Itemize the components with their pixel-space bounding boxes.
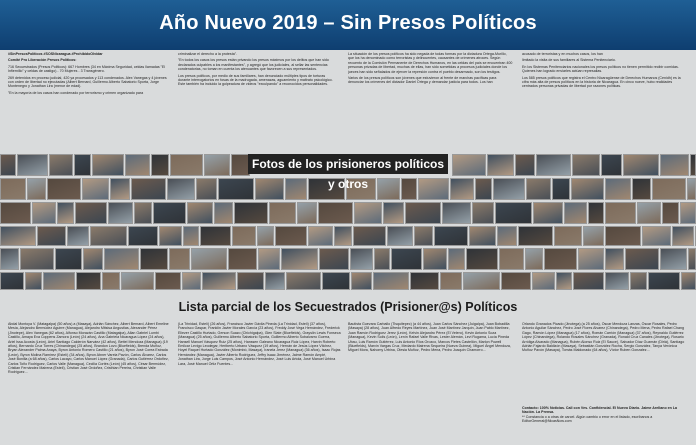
prisoner-photo <box>501 272 531 290</box>
prisoner-photo <box>637 202 661 224</box>
intro-column-1 <box>8 52 168 152</box>
prisoner-photo <box>450 178 474 200</box>
prisoner-photo <box>605 178 631 200</box>
prisoner-photo <box>57 202 74 224</box>
prisoner-photo <box>605 272 629 290</box>
prisoner-photo <box>605 248 624 270</box>
list-title: Lista parcial de los Secuestrados (Prisioner@s) Políticos <box>178 300 518 314</box>
paragraph: criminalizar el derecho a la protesta". <box>178 52 238 56</box>
prisoner-photo <box>237 272 264 290</box>
hashtags: #SinPresosPolíticos #SOSNicaragua #ProhibidoOlvidar <box>8 52 103 56</box>
prisoner-photo <box>121 272 154 290</box>
prisoner-photo <box>286 272 321 290</box>
committee-heading: Comité Pro Liberación Presos Políticos: <box>8 58 77 63</box>
prisoner-photo <box>499 248 524 270</box>
header-banner <box>0 0 696 50</box>
prisoner-list-column-2: (La Trinidad, Estelí) (26 años), Francisco Javier Dávila Pineda (La Trinidad, Estelí) (37 años), Francisco Gaspar, Franklin Javier Morales García (23 años), Freddy José Vega Hernández, Frederick Eliezer Castillo Hurtado, Gerson Suazo (Chichigalpa), Glen Slate (Bluefields), Grayslin Lewis Fonseca (Managua) (25 años), Guillermo Alberto Sabatorio Sporta, Guillermo Alberto Sobalvarro Guerra, Hansell Manuel Vásquez Ruiz (25 años), Hanssen Galeano Nicaragua Ruiz López, Harvin Roberto Emilcar Levigo Leodegar, Heriberto Urbano Vásquez (19 años), Hernán de Jesús López Vílchez, Hoyel Raquel Hurtado González (Monimbó, Masaya), Iranela Jerez (Managua) (36 años), Isaac Rojas Hernández (Managua), Javier Alberto Rodríguez, Jeffry Isaac Jiménez, Jaime Ramón Ampié, Jonathan Lira, Jorge Luis Campos, José Antonio Hernández, José Luis Artola, José Manuel Urbina Lara, José Manuel Ortiz Fuentes... <box>178 322 341 366</box>
prisoner-photo <box>214 202 233 224</box>
prisoner-photo <box>497 226 517 246</box>
prisoner-photo <box>187 202 213 224</box>
prisoner-photo <box>83 248 103 270</box>
prisoner-photo <box>0 248 19 270</box>
prisoner-photo <box>605 226 641 246</box>
prisoner-photo <box>334 226 352 246</box>
prisoner-photo <box>76 272 101 290</box>
prisoner-photo <box>374 248 390 270</box>
prisoner-photo <box>688 248 696 270</box>
prisoner-photo <box>536 154 571 176</box>
prisoner-photo <box>564 202 587 224</box>
prisoner-photo <box>319 248 349 270</box>
prisoner-photo <box>515 154 535 176</box>
prisoner-photo <box>605 202 636 224</box>
prisoner-photo <box>556 272 572 290</box>
prisoner-list-column-1: Abdal Montoya V. (Matagalpa) (50 años) a (Masaya), Adrián Sánchez, Albert Bernard, Albert Emeline Mesía, Alejandro Bermúdez Aguirre (Managua), Alejandro Mitsisa Angustias, Alexander Pérez (Jinotepe), Alex Vanegas (62 años), Alfonso Morazán Castillo (Matagalpa), Allan Gabriel Lumbí Castillo, Amaya Eva Coppens Zamora (León) (24 años), Ana Gabriela Nicaragua López (24 años), Ariel Issa Acosta (León), Ariel Santiago Calderón Narváez (42 años), Bettel Mendoza (Managua) (19 años), Bernardo Cruz Torres (Chinandega) (25 años), Brandon Lovo (Bluefields), Brenda Muñoz, Bryan Alexander Palma Anaya, Byron Antonio Romero Castillo (21 años), Byron José Corea Estrada (León), Byron Molina Ramírez (Estelí) (34 años), Byron Abner Varela Pavón, Carlos Álvarez, Carlos José Bonilla (a 68 años), Carlos Lacayo, Carlos Manuel López (Granada), Carlos Gutiérrez Ordoñez, Carlos Toño Rodríguez, Carlos Valle (Managua), Cecilia Cortés (León) (45 años), César Bermúdez, Cristian Fernández Mairena (Estelí), Cristian José Ordoñez, Cristhian Pereira, Christian Valle Rodríguez... <box>8 322 169 375</box>
prisoner-photo <box>204 154 230 176</box>
prisoner-photo <box>151 154 169 176</box>
prisoner-photo <box>623 154 659 176</box>
prisoner-photo <box>434 226 468 246</box>
paragraph: Varios de los presos políticos son jóvenes que estuvieron al frente de marchas pacíficas para denunciar los crímenes del dictador Daniel Ortega y demandar justicia para todos. Los han <box>348 76 497 85</box>
prisoner-photo <box>90 226 127 246</box>
prisoner-photo <box>588 202 604 224</box>
prisoner-photo <box>128 226 158 246</box>
paragraph: La situación de los presos políticos ha sido negada de todas formas por la dictadura Ortega-Murillo, que los ha denominado como terroristas y delincuentes, causantes de crímenes atroces. Según recuento de la Comisión Permanente de Derechos Humanos, en las celdas del país se encuentran 400 personas privadas de libertad, muchas de ellas, han sido sometidas a procesos judiciales donde los jueces han sido señalados de ejercer la represión contra el pueblo desarmado, son los testigos. <box>348 52 513 74</box>
prisoner-photo <box>578 248 604 270</box>
prisoner-photo <box>202 272 236 290</box>
prisoner-photo <box>681 272 696 290</box>
intro-column-2 <box>178 52 338 152</box>
prisoner-photo <box>493 178 525 200</box>
prisoner-photo <box>102 272 120 290</box>
prisoner-photo <box>297 202 317 224</box>
paragraph: 269 detenidos en proceso judicial, 420 ya procesados y 113 condenados. Alex Vanegas y 4 jóvenes con orden de libertad no ejecutadas (Albert Bernard, Guillermo Alberto Sabatorio Sporta, Jorge Montenegro y Jonathan Lira (menor de edad). <box>8 75 167 89</box>
prisoner-photo <box>405 202 441 224</box>
prisoner-photo <box>463 272 500 290</box>
paragraph: Los presos políticos, por medio de sus familiares, han denunciado múltiples tipos de torturas durante interrogatorios en fosas de la madrugada, amenazas, aguamiento y maltrato psicológico. Este también ha incluido la golpeadura de videos "exculpando" a reconocidos personalidades. <box>178 73 333 87</box>
prisoner-photo <box>0 154 16 176</box>
prisoner-photo <box>475 178 492 200</box>
prisoner-photo <box>662 202 679 224</box>
prisoner-photo <box>652 178 686 200</box>
prisoner-photo <box>281 248 318 270</box>
intro-column-3 <box>348 52 513 152</box>
prisoner-photo <box>680 202 696 224</box>
prisoner-photo <box>0 226 36 246</box>
prisoner-photo <box>110 178 130 200</box>
prisoner-photo <box>20 248 54 270</box>
prisoner-photo <box>350 248 373 270</box>
prisoner-photo <box>660 248 687 270</box>
prisoner-photo <box>108 202 133 224</box>
prisoner-photo <box>383 202 404 224</box>
prisoner-photo <box>452 154 486 176</box>
prisoner-photo <box>92 154 124 176</box>
prisoner-photo <box>632 178 651 200</box>
prisoner-photo <box>583 226 604 246</box>
correction-line: ** Constancia o a otras de carcel. Algún cambio o error en el listado, escríbanos a EditorGeneral@NicasNow.com <box>522 414 653 424</box>
prisoner-photo <box>672 226 694 246</box>
prisoner-photo <box>153 202 186 224</box>
prisoner-photo <box>170 154 203 176</box>
prisoner-photo <box>167 178 195 200</box>
prisoner-photo <box>373 272 409 290</box>
prisoner-photo <box>554 226 582 246</box>
prisoner-photo <box>391 248 422 270</box>
prisoner-photo <box>487 154 514 176</box>
prisoner-photo <box>533 202 563 224</box>
prisoner-photo <box>648 272 680 290</box>
prisoner-photo <box>258 248 280 270</box>
prisoner-photo <box>387 226 413 246</box>
prisoner-photo <box>354 202 382 224</box>
paragraph: acusado de terroristas y en muchos casos, los han <box>522 52 603 56</box>
prisoner-photo <box>690 154 696 176</box>
prisoner-photo <box>0 272 24 290</box>
photo-caption-box <box>248 154 448 191</box>
prisoner-photo <box>571 178 604 200</box>
prisoner-photo <box>573 272 604 290</box>
prisoner-photo <box>440 272 462 290</box>
prisoner-photo <box>196 178 217 200</box>
prisoner-photo <box>269 202 296 224</box>
prisoner-photo <box>526 178 551 200</box>
paragraph: "En todos los casos los presos están privando los presos máximos por los delitos que han sido declarados culpables a los manifestantes", y agregó que los judiciales, al sellar las sentencias condenatorias, no toman en cuenta los atenuantes que favorecen a sus representados. <box>178 58 329 72</box>
prisoner-photo <box>414 226 433 246</box>
prisoner-photo <box>182 272 201 290</box>
prisoner-photo <box>25 272 42 290</box>
prisoner-photo <box>525 248 543 270</box>
prisoner-photo <box>155 272 181 290</box>
prisoner-photo <box>140 248 168 270</box>
prisoner-photo <box>169 248 190 270</box>
prisoner-list-column-4: Orlando Granados Picado (Jinotega) (a 25 años), Óscar Mendoza Lanzas, Óscar Rosales, Pedro Antonio Aguilar Sánchez, Pedro José Flores Alvarez (Chinandega), Pedro Mena, Pedro Rafael Chang Gago, Ramón López (Managua) (17 años), Román Carrión (Managua) (37 años), Reynaldo Gutiérrez López (Chinandega), Rolando Rosales Sánchez (Granada), Ronald Cruz Canales (Jinotega), Rosario Arróliga Alvarado (Managua), Rubén Alonso Ruiz (El Sauce), Salvador Díaz Guzmán (Diriá), Santiago Adrián Fajardo Baldizón (Masaya), Sebastián González Rocha, Sergio González, Tanya Verónica Muñoz Pavón (Masaya), Tomás Maldonado (64 años), Víctor Ruben Gonzalez... <box>522 322 685 353</box>
prisoner-photo <box>642 226 671 246</box>
prisoner-photo <box>49 154 73 176</box>
prisoner-photo <box>552 178 570 200</box>
prisoner-photo <box>200 226 231 246</box>
paragraph: Los 585 presos políticos que registra el Centro Nicaragüense de Derechos Humanos (Cenidh) es la cifra más alta de presos políticos en la historia de Nicaragua. En cinco nueve, hubo realidades centrados personas privadas de libertad por razones políticas. <box>522 75 681 89</box>
prisoner-photo <box>687 178 696 200</box>
prisoner-photo <box>308 226 333 246</box>
footer-note <box>522 406 687 442</box>
prisoner-photo <box>625 248 659 270</box>
prisoner-photo <box>410 272 439 290</box>
prisoner-photo <box>448 248 465 270</box>
prisoner-photo <box>442 202 471 224</box>
prisoner-photo <box>265 272 285 290</box>
prisoner-photo <box>131 178 166 200</box>
prisoner-photo <box>234 202 268 224</box>
prisoner-photo <box>32 202 56 224</box>
prisoner-photo <box>125 154 150 176</box>
prisoner-photo <box>660 154 689 176</box>
paragraph: "En la mayoría de los casos han condenado por terrorismo y crimen organizado para <box>8 90 144 95</box>
photo-caption: Fotos de los prisioneros políticos y otros <box>251 157 445 191</box>
prisoner-photo <box>0 202 31 224</box>
prisoner-photo <box>466 248 498 270</box>
prisoner-photo <box>37 226 66 246</box>
prisoner-photo <box>351 272 372 290</box>
prisoner-photo <box>104 248 139 270</box>
prisoner-photo <box>572 154 600 176</box>
prisoner-photo <box>532 272 555 290</box>
prisoner-photo <box>495 202 532 224</box>
prisoner-photo <box>601 154 622 176</box>
prisoner-photo <box>27 178 46 200</box>
prisoner-photo <box>472 202 494 224</box>
paragraph: limitado la visita de sus familiares al Sistema Penitenciario. <box>522 58 616 63</box>
prisoner-photo <box>630 272 647 290</box>
prisoner-photo <box>469 226 496 246</box>
page-title: Año Nuevo 2019 – Sin Presos Políticos <box>159 12 537 34</box>
prisoner-photo <box>47 178 81 200</box>
prisoner-photo <box>322 272 350 290</box>
prisoner-photo <box>544 248 577 270</box>
prisoner-photo <box>67 226 89 246</box>
prisoner-photo <box>82 178 109 200</box>
prisoner-photo <box>55 248 82 270</box>
prisoner-photo <box>43 272 75 290</box>
prisoner-photo <box>75 202 107 224</box>
intro-text-section <box>0 52 696 152</box>
prisoner-photo <box>423 248 447 270</box>
prisoner-photo <box>17 154 48 176</box>
prisoner-photo <box>228 248 257 270</box>
prisoner-photo <box>0 178 26 200</box>
prisoner-photo <box>183 226 199 246</box>
prisoner-photo <box>74 154 91 176</box>
prisoner-photo <box>275 226 307 246</box>
paragraph: 716 Secuestrados (Presos Políticos): 667 Hombres (34 en Máxima Seguridad, celdas llamadas "El Infiernillo" y celdas de castigo) - 70 Mujeres - 3 Transgénero. <box>8 64 166 74</box>
prisoner-photo <box>232 226 256 246</box>
paragraph: En los Sistemas Penitenciarios nacionales los presos políticos no tienen permitido recibir comidas. Quienes han logrado enviarles actúan represalias. <box>522 64 679 74</box>
prisoner-photo <box>191 248 227 270</box>
contact-line: Contacto: 100% Noticias. Call con Ves. Confidencial. El Nuevo Diario. Jaime Arellano en La Nación. La Prensa. <box>522 406 678 415</box>
prisoner-photo <box>159 226 182 246</box>
intro-column-4 <box>522 52 687 152</box>
prisoner-photo <box>257 226 274 246</box>
prisoner-photo <box>518 226 553 246</box>
prisoner-photo <box>318 202 353 224</box>
prisoner-list-column-3: Bautista Guevara Carballo (Tisquitepec) (a 44 años), Juan Carlos Sánchez (Juigalpa), Juan Bobadilla (Masaya) (28 años), Juan Alfredo Reyes Martínez, Juan José Martínez Jarquín, Juan Pablo Martínez, Juan Ramón Rodríguez Jerez (León), Kelvin Alejandro Pérez (El Velero), Kevin Antonio Soza (Managua), Kevin Solís (León), Lenín Rafael Valle Rivas, Lester Alemán, Levi Rugama, Lucía Pineda Ubau, Luis Ramón Gutiérrez, Luis Antonio Ríos Orozco, Marcos Fletes Castellón, Marlon Powell (Bluefields), Marvin Vargas Cruz, Medardo Mairena Sequeira (Nueva Guinea), Miguel Ángel Mendoza, Miguel Mora, Nahomy Urbina, Olesia Muñoz, Pedro Mena, Pedro Joaquín Chamorro... <box>348 322 511 353</box>
prisoner-photo <box>134 202 152 224</box>
prisoner-list-section <box>0 322 696 445</box>
prisoner-photo <box>353 226 386 246</box>
